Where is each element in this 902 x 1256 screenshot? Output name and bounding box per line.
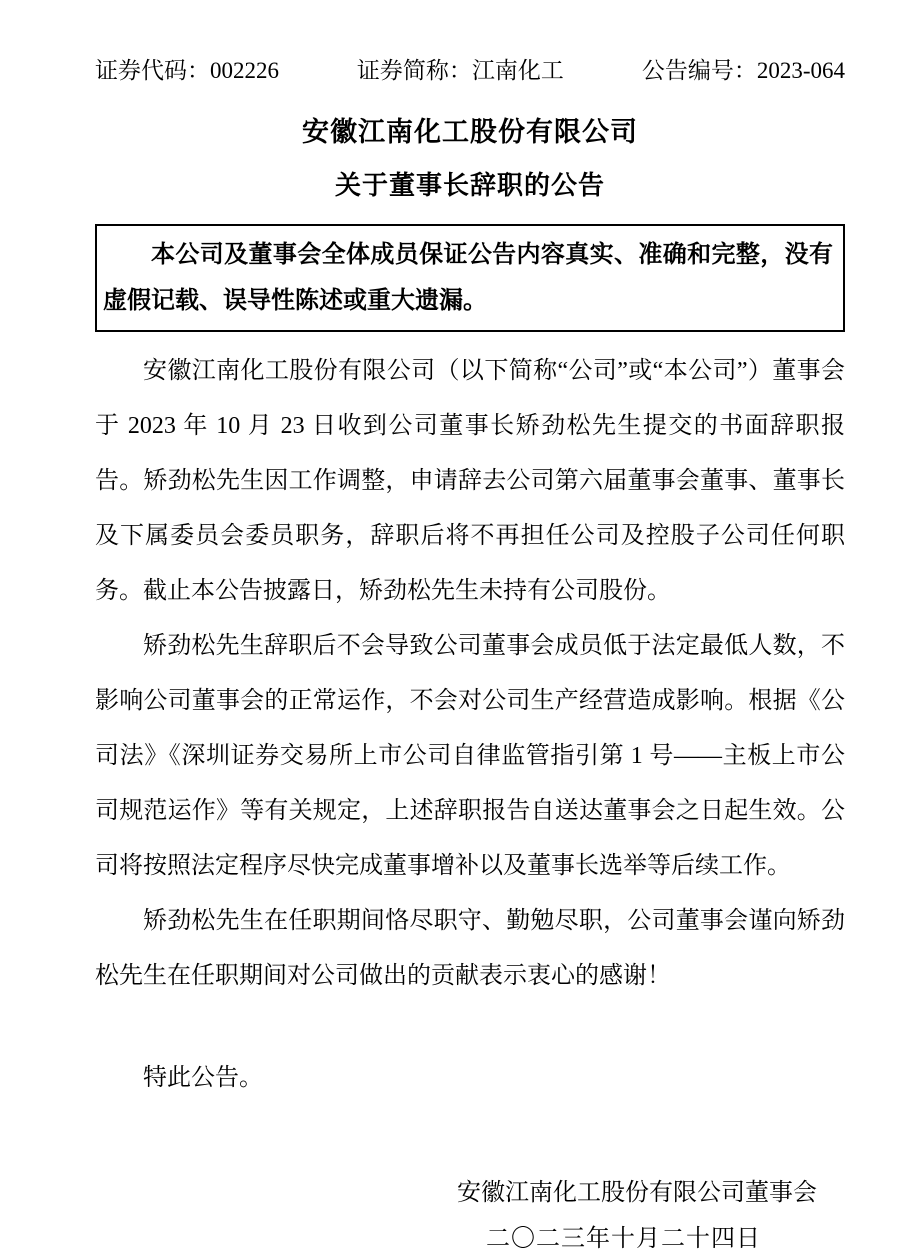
paragraph-board-impact: 矫劲松先生辞职后不会导致公司董事会成员低于法定最低人数，不影响公司董事会的正常运作，不会对公司生产经营造成影响。根据《公司法》《深圳证券交易所上市公司自律监管指引第 1 号——主板上市公司规范运作》等有关规定，上述辞职报告自送达董事会之日起生效。公司将按照法定程序尽快完成董事增补以及董事长选举等后续工作。: [95, 633, 845, 879]
disclaimer-text: 本公司及董事会全体成员保证公告内容真实、准确和完整，没有虚假记载、误导性陈述或重大遗漏。: [103, 242, 833, 314]
signature-date: 二〇二三年十月二十四日: [486, 1226, 761, 1252]
paragraph-resignation-report: 安徽江南化工股份有限公司（以下简称“公司”或“本公司”）董事会于 2023 年 10 月 23 日收到公司董事长矫劲松先生提交的书面辞职报告。矫劲松先生因工作调整，申请辞去公司第六届董事会董事、董事长及下属委员会委员职务，辞职后将不再担任公司及控股子公司任何职务。截止本公告披露日，矫劲松先生未持有公司股份。: [95, 358, 845, 604]
paragraph-gratitude: 矫劲松先生在任职期间恪尽职守、勤勉尽职，公司董事会谨向矫劲松先生在任职期间对公司做出的贡献表示衷心的感谢！: [95, 908, 845, 989]
disclaimer-box: [95, 224, 845, 332]
signature-block: [95, 1176, 845, 1256]
stock-code: 证券代码：002226: [95, 58, 279, 83]
signature-company: 安徽江南化工股份有限公司董事会: [457, 1180, 817, 1206]
stock-short-name: 证券简称：江南化工: [356, 58, 564, 83]
announcement-number: 公告编号：2023-064: [641, 58, 845, 83]
document-header: [95, 56, 845, 86]
announcement-title: 关于董事长辞职的公告: [334, 171, 605, 200]
company-title: 安徽江南化工股份有限公司: [302, 117, 638, 147]
closing-statement: 特此公告。: [143, 1065, 263, 1091]
